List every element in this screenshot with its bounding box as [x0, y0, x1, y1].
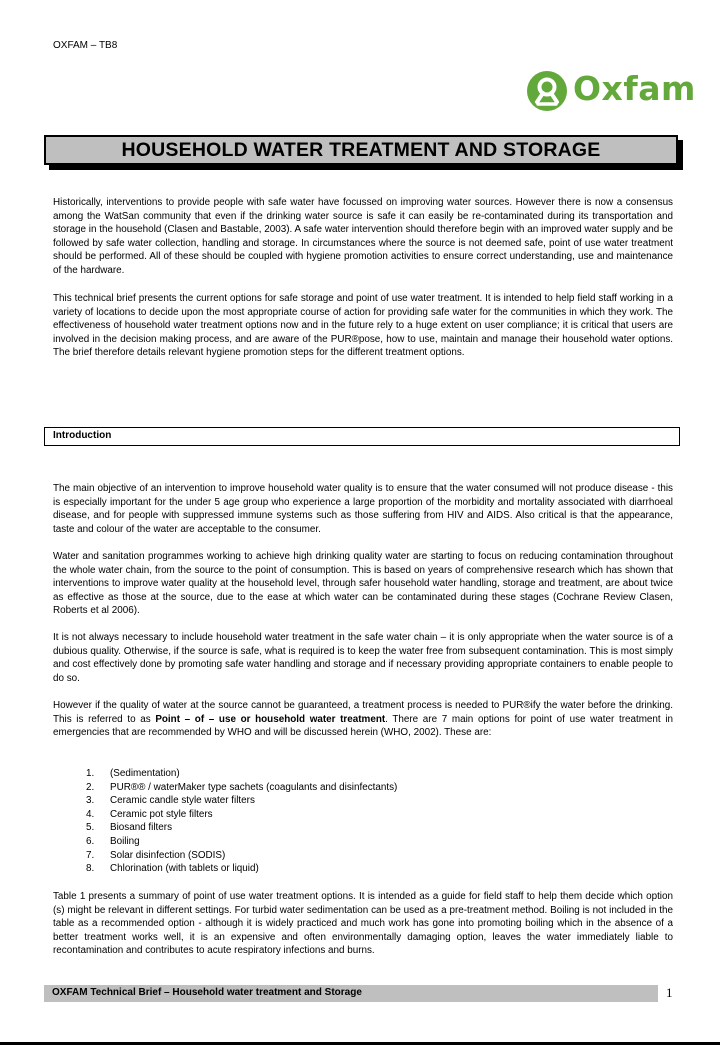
- oxfam-emblem-icon: [527, 71, 567, 111]
- list-text: Ceramic candle style water filters: [110, 795, 255, 807]
- list-number: 6.: [86, 835, 95, 847]
- list-text: (Sedimentation): [110, 768, 180, 779]
- list-text: PUR®® / waterMaker type sachets (coagulants and disinfectants): [110, 781, 398, 793]
- list-number: 1.: [86, 768, 95, 779]
- list-item: [86, 862, 397, 876]
- body-paragraph: Water and sanitation programmes working to achieve high drinking quality water are starting to focus on reducing contamination throughout the whole water chain, from the source to the point of consumption. This is based on years of comprehensive research which has shown that interventions to improve water quality at the household level, through safer household water handling, storage and treatment, are about twice as effective as those at the source, due to the ease at which water can be contaminated during these stages (Cochrane Review Clasen, Roberts et al 2006).: [53, 551, 673, 617]
- section-heading: Introduction: [53, 430, 112, 441]
- closing-paragraph: Table 1 presents a summary of point of use water treatment options. It is intended as a guide for field staff to help them decide which option (s) might be relevant in different settings. For turbid water sedimentation can be used as a pre-treatment method. Boiling is not included in the table as a recommended option - although it is widely practiced and much work has gone into promoting boiling which in the absence of a better treatment works well, it is an expensive and often environmentally damaging option, leaves the water immediately liable to recontamination and contributes to acute respiratory infections and burns.: [53, 891, 673, 957]
- intro-paragraph: Historically, interventions to provide people with safe water have focussed on improving water sources. However there is now a consensus among the WatSan community that even if the drinking water source is safe it can easily be re-contaminated during its transportation and storage in the household (Clasen and Bastable, 2003). A safe water intervention should therefore begin with an improved water supply and be followed by safe water collection, handling and storage. In circumstances where the source is not deemed safe, point of use water treatment should be performed. All of these should be coupled with hygiene promotion activities to ensure correct understanding, use and maintenance of the hardware.: [53, 197, 673, 276]
- list-item: [86, 794, 397, 808]
- list-text: Ceramic pot style filters: [110, 808, 213, 820]
- list-text: Boiling: [110, 835, 140, 847]
- pou-text-before: However if the quality of water at the source cannot be guaranteed, a treatment process is needed to PUR®ify the water before the drinking. This is referred to as: [53, 700, 673, 725]
- list-text: Chlorination (with tablets or liquid): [110, 863, 259, 875]
- page-number: 1: [666, 985, 673, 1000]
- list-number: 5.: [86, 822, 95, 834]
- treatment-options-list: [86, 767, 397, 876]
- footer-bar: [44, 985, 658, 1002]
- document-code: OXFAM – TB8: [53, 40, 118, 51]
- logo-wordmark: Oxfam: [573, 69, 696, 108]
- section-heading-box: [44, 427, 680, 446]
- body-paragraph: The main objective of an intervention to improve household water quality is to ensure that the water consumed will not produce disease - this is especially important for the under 5 age group who experience a large proportion of the morbidity and mortality associated with diarrhoeal disease, and for people with suppressed immune systems such as those suffering from HIV and AIDS. Also critical is that the appearance, taste and colour of the water are acceptable to the consumer.: [53, 483, 673, 535]
- list-number: 2.: [86, 781, 95, 793]
- document-title: HOUSEHOLD WATER TREATMENT AND STORAGE: [121, 138, 601, 161]
- intro-paragraph: This technical brief presents the current options for safe storage and point of use water treatment. It is intended to help field staff working in a variety of locations to decide upon the most appropriate course of action for providing safe water for the communities in which they work. The effectiveness of household water treatment options now and in the future rely to a huge extent on user compliance; it is critical that users are involved in the decision making process, and are aware of the PUR®pose, how to use, maintain and manage their household water options. The brief therefore details relevant hygiene promotion steps for the different treatment options.: [53, 293, 673, 359]
- list-item: [86, 808, 397, 822]
- body-paragraph: It is not always necessary to include household water treatment in the safe water chain – it is only appropriate when the water source is of a dubious quality. Otherwise, if the source is safe, what is required is to keep the water free from subsequent contamination. This is most simply and cost effectively done by promoting safe water handling and storage and if necessary providing appropriate containers to enable people to do so.: [53, 632, 673, 684]
- pou-text-after: . There are 7 main options for point of use water treatment in emergencies that are recommended by WHO and will be discussed herein (WHO, 2002). These are:: [53, 713, 674, 739]
- list-item: [86, 767, 397, 781]
- list-item: [86, 835, 397, 849]
- list-item: [86, 781, 397, 795]
- list-item: [86, 849, 397, 863]
- page-bottom-rule: [0, 1042, 720, 1045]
- pou-bold-term: Point – of – use or household water treatment: [155, 713, 386, 725]
- list-number: 3.: [86, 795, 95, 807]
- point-of-use-paragraph: [53, 699, 673, 740]
- list-text: Solar disinfection (SODIS): [110, 849, 226, 861]
- list-text: Biosand filters: [110, 822, 173, 834]
- list-item: [86, 821, 397, 835]
- list-number: 8.: [86, 863, 95, 875]
- oxfam-logo: [527, 69, 696, 116]
- list-number: 7.: [86, 849, 95, 861]
- footer-label: OXFAM Technical Brief – Household water treatment and Storage: [52, 987, 362, 998]
- list-number: 4.: [86, 808, 95, 820]
- title-banner: [44, 135, 678, 165]
